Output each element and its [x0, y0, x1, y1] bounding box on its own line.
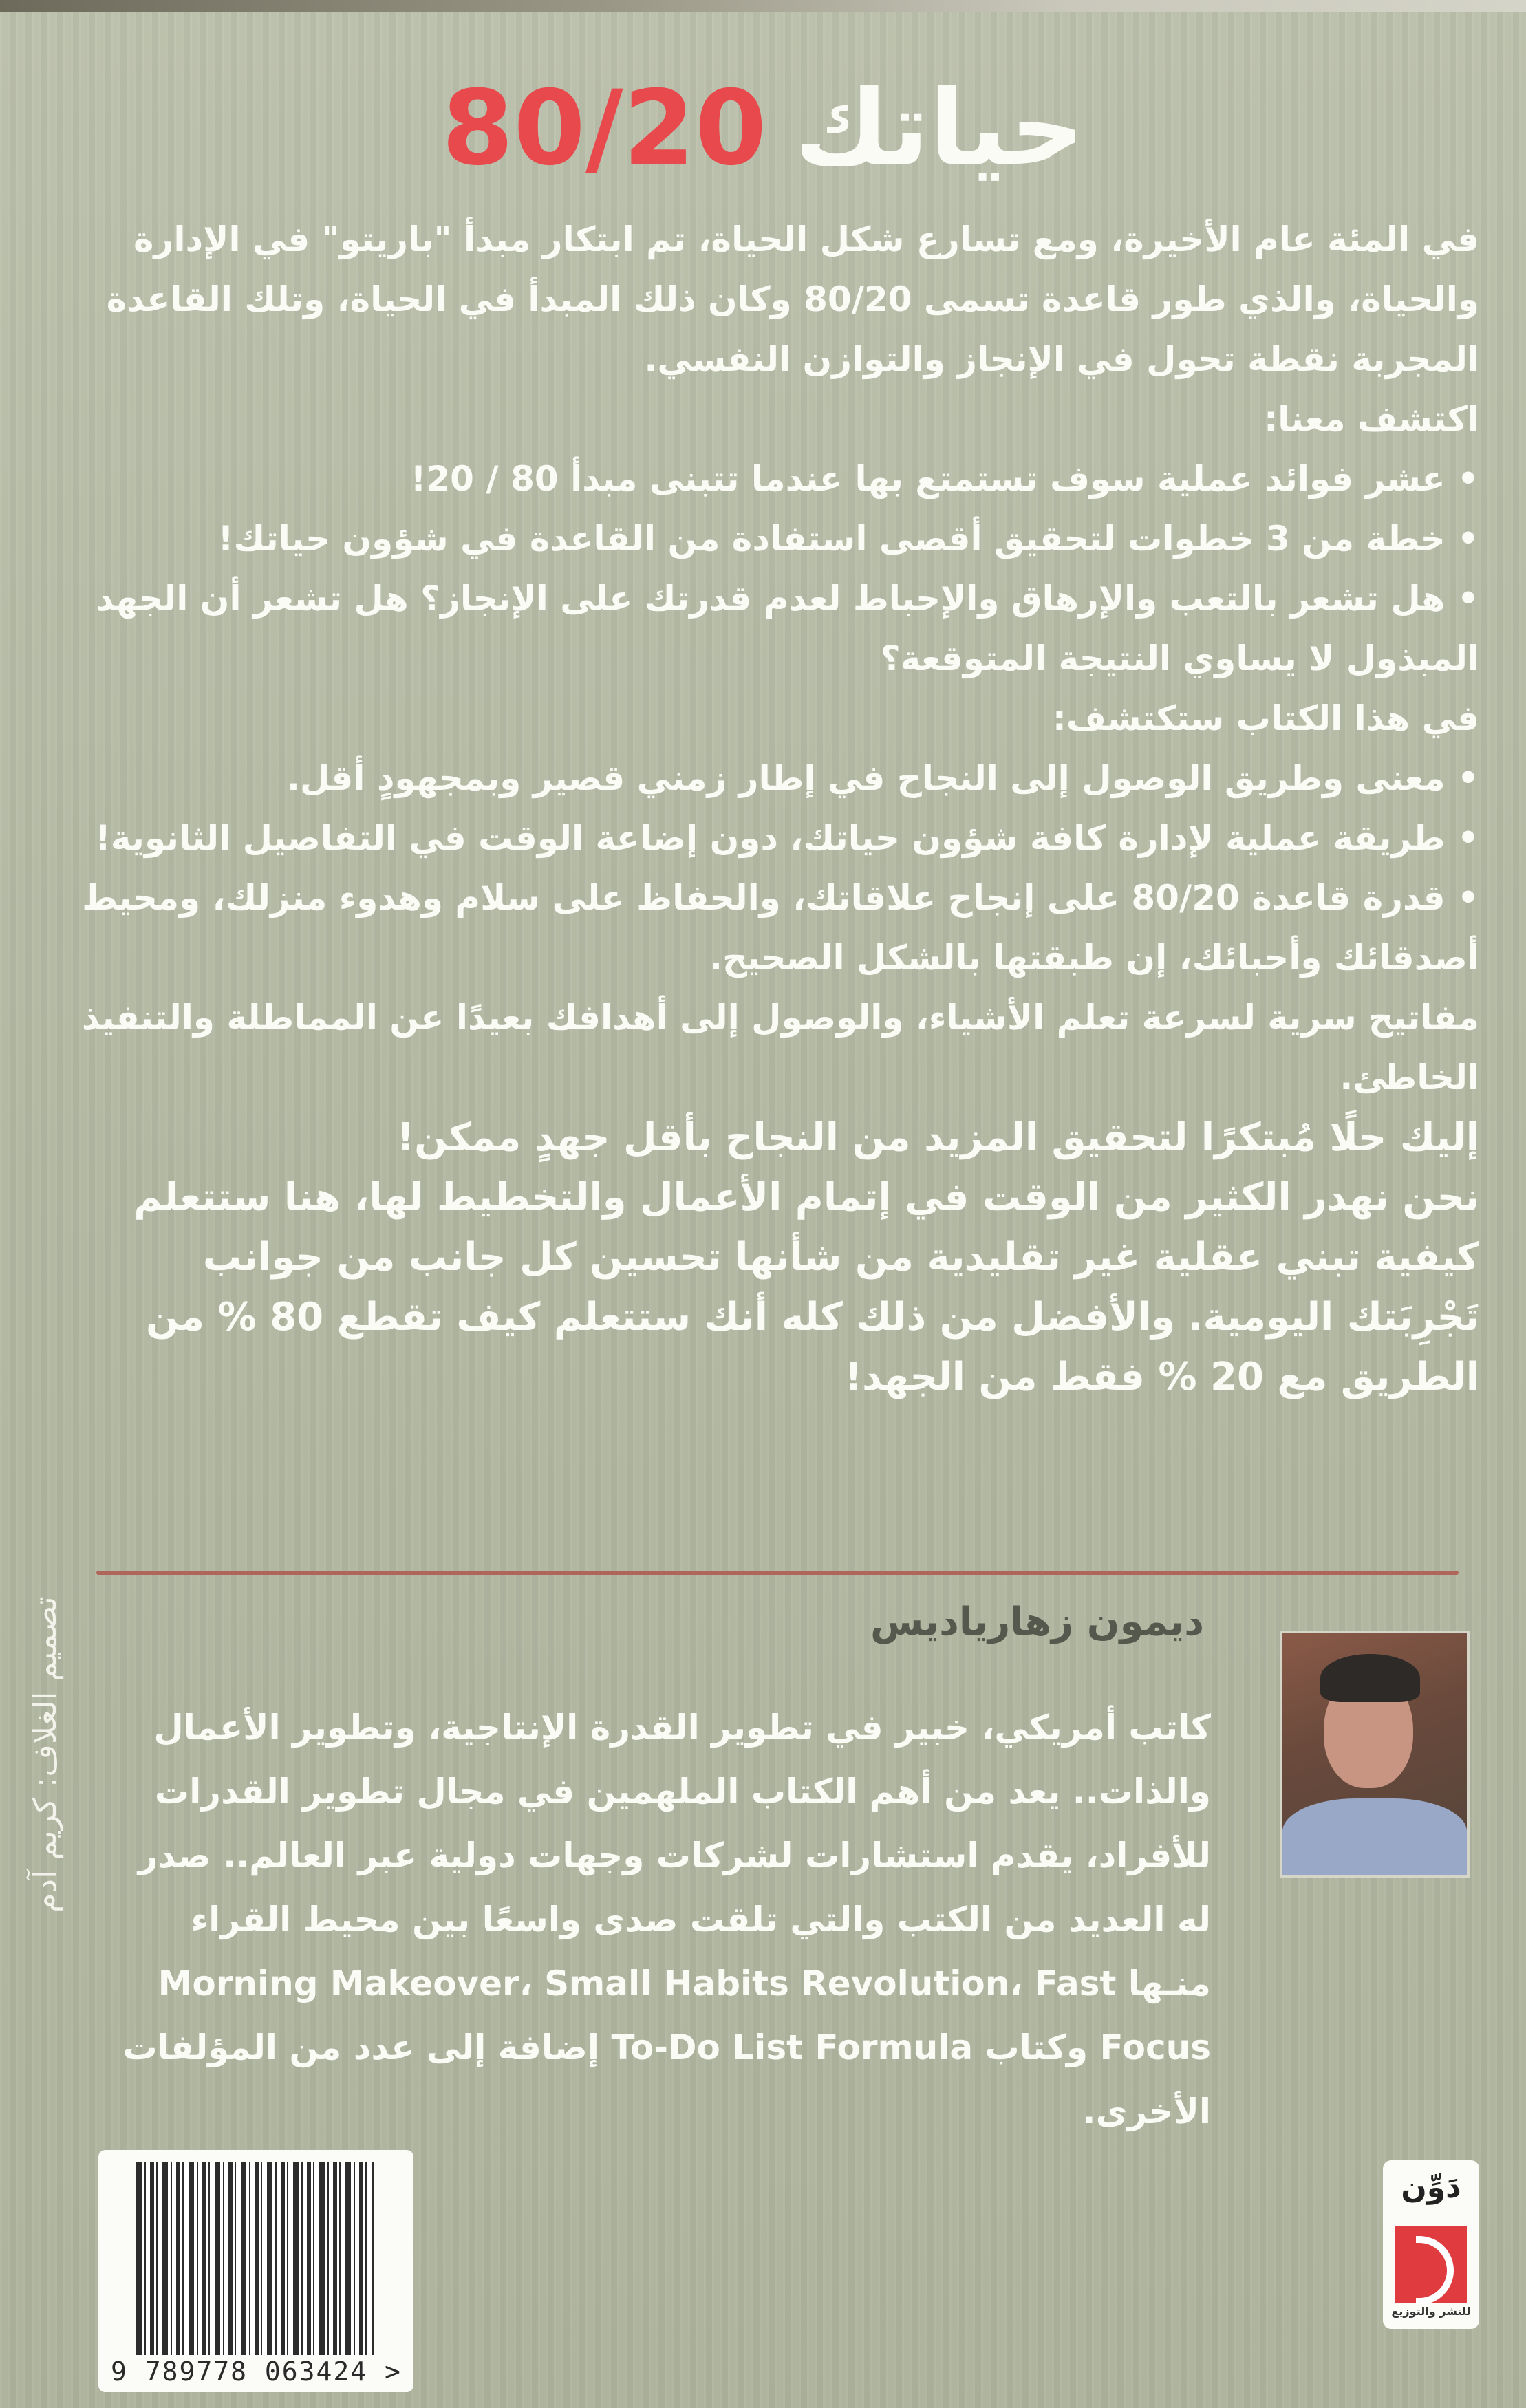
section-divider [96, 1571, 1459, 1575]
isbn-number: 9 789778 063424 > [111, 2356, 402, 2387]
intro-paragraph: في المئة عام الأخيرة، ومع تسارع شكل الحياة، تم ابتكار مبدأ "باريتو" في الإدارة والحياة، والذي طور قاعدة تسمى 80/20 وكان ذلك المبدأ في الحياة، وتلك القاعدة المجربة نقطة تحول في الإنجاز والتوازن النفسي. [106, 219, 1479, 379]
discover-item: • هل تشعر بالتعب والإرهاق والإحباط لعدم قدرتك على الإنجاز؟ هل تشعر أن الجهد المبذول لا يساوي النتيجة المتوقعة؟ [76, 569, 1479, 689]
secret-keys: مفاتيح سرية لسرعة تعلم الأشياء، والوصول إلى أهدافك بعيدًا عن المماطلة والتنفيذ الخاطئ. [81, 998, 1479, 1097]
title-word: حياتك [794, 69, 1084, 189]
isbn-barcode [98, 2150, 413, 2392]
discover-item: • عشر فوائد عملية سوف تستمتع بها عندما تتبنى مبدأ 80 / 20! [76, 449, 1479, 509]
publisher-logo [1383, 2160, 1479, 2329]
author-name: ديمون زهارياديس [870, 1600, 1204, 1644]
publisher-tagline: للنشر والتوزيع [1391, 2305, 1471, 2318]
headline: إليك حلًا مُبتكرًا لتحقيق المزيد من النجاح بأقل جهدٍ ممكن! [396, 1115, 1479, 1160]
book-item: • معنى وطريق الوصول إلى النجاح في إطار زمني قصير وبمجهودٍ أقل. [76, 749, 1479, 808]
book-item: • طريقة عملية لإدارة كافة شؤون حياتك، دون إضاعة الوقت في التفاصيل الثانوية! [76, 808, 1479, 868]
credit-text: تصميم الغلاف: كريم آدم [26, 1596, 63, 1913]
top-edge [0, 0, 1526, 12]
photo-hair [1320, 1654, 1420, 1702]
author-bio [96, 1696, 1211, 2144]
bio-paragraph: كاتب أمريكي، خبير في تطوير القدرة الإنتاجية، وتطوير الأعمال والذات.. يعد من أهم الكتاب الملهمين في مجال تطوير القدرات للأفراد، يقدم استشارات لشركات وجهات دولية عبر العالم.. صدر له العديد من الكتب والتي تلقت صدى واسعًا بين محيط القراء منـها Morning Makeover، Small Habits Revolution، Fast Focus وكتاب To-Do List Formula إضافة إلى عدد من المؤلفات الأخرى. [122, 1708, 1211, 2131]
cover-design-credit [14, 1514, 76, 1995]
discover-item: • خطة من 3 خطوات لتحقيق أقصى استفادة من القاعدة في شؤون حياتك! [76, 509, 1479, 569]
book-heading: في هذا الكتاب ستكتشف: [1052, 698, 1479, 738]
discover-heading: اكتشف معنا: [1264, 399, 1479, 439]
closing-paragraph: نحن نهدر الكثير من الوقت في إتمام الأعمال والتخطيط لها، هنا ستتعلم كيفية تبني عقلية غير تقليدية من شأنها تحسين كل جانب من جوانب تَجْرِبَتك اليومية. والأفضل من ذلك كله أنك ستتعلم كيف تقطع 80 % من الطريق مع 20 % فقط من الجهد! [133, 1175, 1479, 1399]
book-title [0, 69, 1526, 189]
photo-shirt [1282, 1798, 1467, 1878]
title-number: 80/20 [442, 69, 767, 189]
dawen-logo-icon [1395, 2226, 1467, 2303]
publisher-name: دَوِّن [1401, 2170, 1461, 2205]
barcode-bars-icon [136, 2162, 374, 2355]
back-cover-blurb [76, 210, 1479, 1407]
book-item: • قدرة قاعدة 80/20 على إنجاح علاقاتك، والحفاظ على سلام وهدوء منزلك، ومحيط أصدقائك وأحبائك، إن طبقتها بالشكل الصحيح. [76, 868, 1479, 988]
author-photo [1280, 1631, 1470, 1878]
